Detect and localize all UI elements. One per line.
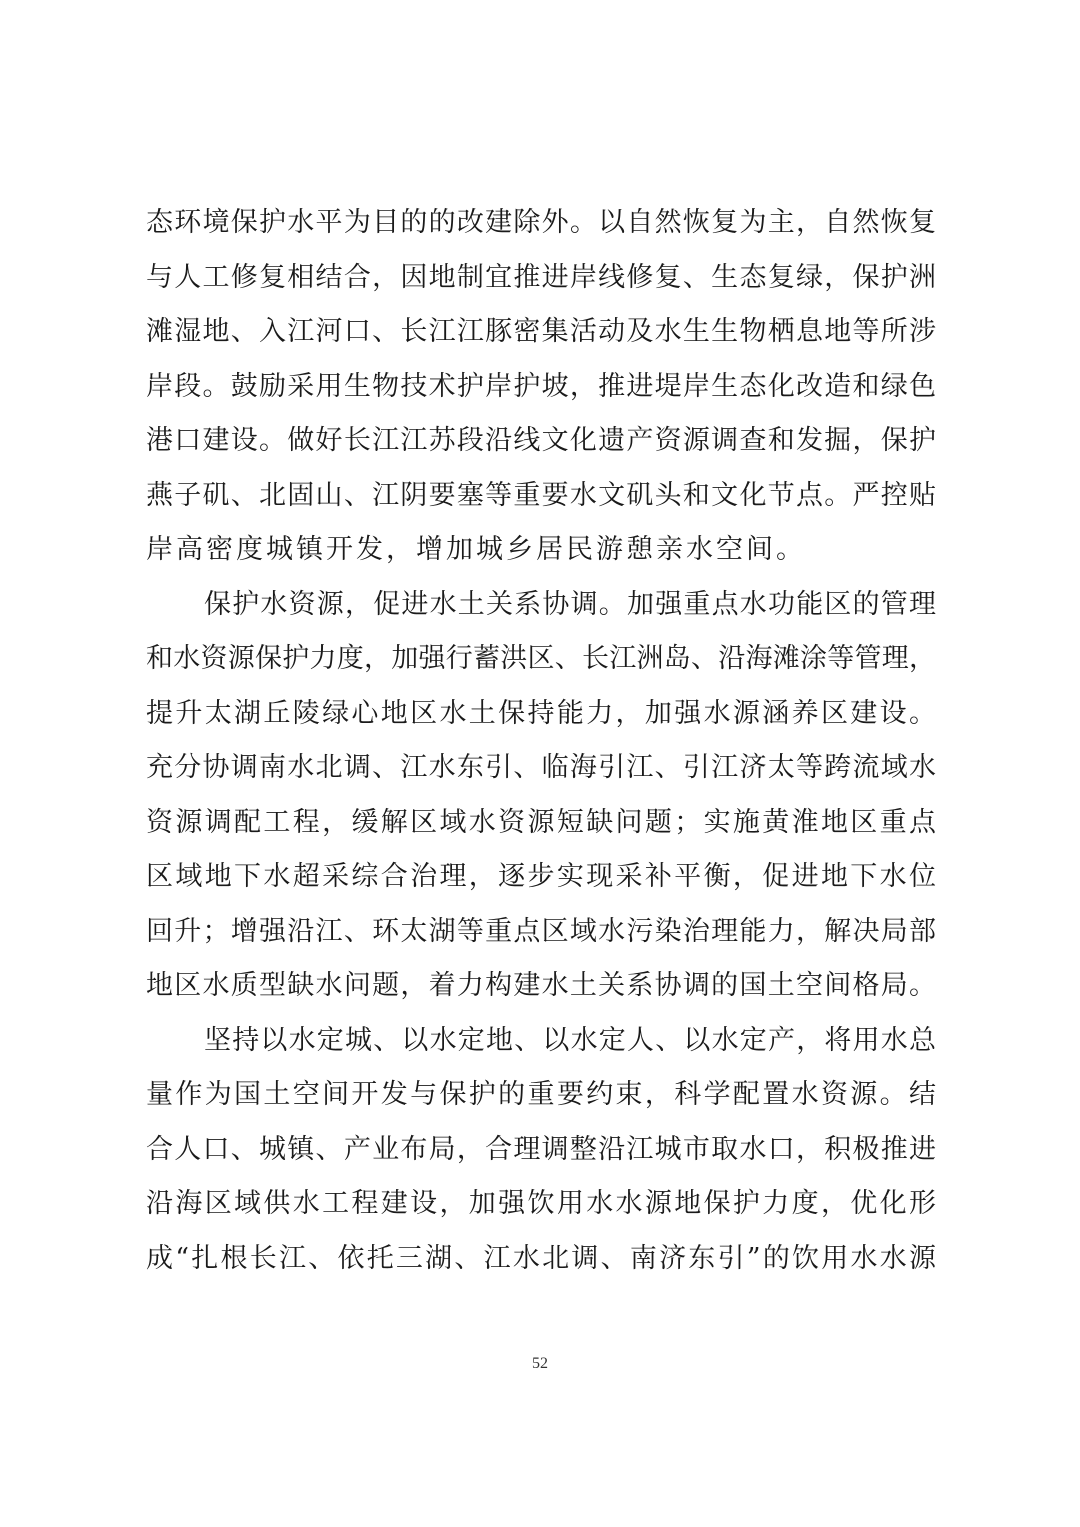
text-line: 资源调配工程，缓解区域水资源短缺问题；实施黄淮地区重点: [146, 806, 936, 838]
text-line: 岸高密度城镇开发，增加城乡居民游憩亲水空间。: [146, 534, 806, 565]
text-line: 滩湿地、入江河口、长江江豚密集活动及水生生物栖息地等所涉: [146, 316, 936, 347]
paragraph-start-line: 坚持以水定城、以水定地、以水定人、以水定产，将用水总: [204, 1024, 936, 1056]
text-line: 岸段。鼓励采用生物技术护岸护坡，推进堤岸生态化改造和绿色: [146, 370, 936, 402]
text-line: 量作为国土空间开发与保护的重要约束，科学配置水资源。结: [146, 1079, 936, 1110]
text-line: 提升太湖丘陵绿心地区水土保持能力，加强水源涵养区建设。: [146, 697, 936, 729]
paragraph-start-line: 保护水资源，促进水土关系协调。加强重点水功能区的管理: [204, 588, 936, 620]
text-line: 充分协调南水北调、江水东引、临海引江、引江济太等跨流域水: [146, 752, 936, 783]
text-line: 态环境保护水平为目的的改建除外。以自然恢复为主，自然恢复: [146, 207, 936, 238]
text-line: 沿海区域供水工程建设，加强饮用水水源地保护力度，优化形: [146, 1188, 936, 1219]
text-line: 燕子矶、北固山、江阴要塞等重要水文矶头和文化节点。严控贴: [146, 479, 936, 511]
body-text: [146, 196, 936, 1286]
text-line: 成“扎根长江、依托三湖、江水北调、南济东引”的饮用水水源: [146, 1242, 936, 1274]
text-line: 回升；增强沿江、环太湖等重点区域水污染治理能力，解决局部: [146, 915, 936, 947]
text-line: 港口建设。做好长江江苏段沿线文化遗产资源调查和发掘，保护: [146, 425, 936, 456]
text-line: 与人工修复相结合，因地制宜推进岸线修复、生态复绿，保护洲: [146, 261, 936, 293]
text-line: 区域地下水超采综合治理，逐步实现采补平衡，促进地下水位: [146, 861, 936, 892]
text-line: 和水资源保护力度，加强行蓄洪区、长江洲岛、沿海滩涂等管理，: [146, 643, 936, 674]
text-line: 地区水质型缺水问题，着力构建水土关系协调的国土空间格局。: [146, 970, 936, 1001]
text-line: 合人口、城镇、产业布局，合理调整沿江城市取水口，积极推进: [146, 1133, 936, 1165]
page-number: 52: [532, 1355, 548, 1372]
